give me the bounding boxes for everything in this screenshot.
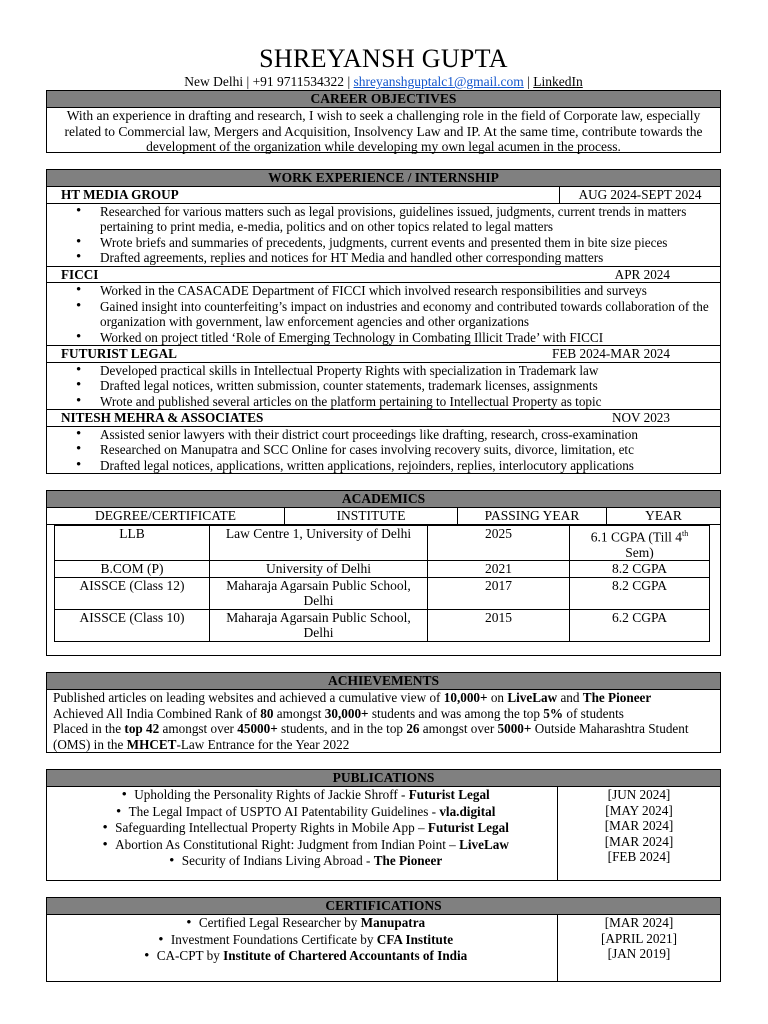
bullet-icon: • bbox=[186, 915, 192, 931]
separator: | bbox=[344, 74, 354, 89]
item-date: [MAR 2024] bbox=[604, 915, 674, 930]
table-cell: Law Centre 1, University of Delhi bbox=[210, 525, 428, 561]
list-item: • Upholding the Personality Rights of Jackie Shroff - Futurist Legal bbox=[47, 787, 557, 804]
role-header bbox=[47, 266, 720, 284]
section-header: PUBLICATIONS bbox=[47, 770, 720, 787]
bullet-item: • Worked in the CASACADE Department of FICCI which involved research responsibilities and surveys bbox=[100, 283, 720, 299]
col-header-degree: DEGREE/CERTIFICATE bbox=[47, 508, 285, 524]
separator: | bbox=[523, 74, 534, 89]
list-item: • The Legal Impact of USPTO AI Patentability Guidelines - vla.digital bbox=[47, 804, 557, 821]
resume-page bbox=[46, 0, 721, 982]
role-bullets bbox=[47, 427, 720, 474]
role-date: NOV 2023 bbox=[611, 410, 670, 425]
phone: +91 9711534322 bbox=[252, 74, 345, 89]
organization-name: FUTURIST LEGAL bbox=[61, 346, 177, 361]
bullet-item: • Worked on project titled ‘Role of Emerging Technology in Combating Illicit Trade’ with FICCI bbox=[100, 330, 720, 346]
certification-list bbox=[47, 915, 558, 981]
bullet-item: • Drafted legal notices, written submission, counter statements, trademark licenses, assignments bbox=[100, 378, 720, 394]
bullet-icon: • bbox=[144, 948, 150, 964]
table-cell: AISSCE (Class 10) bbox=[55, 609, 210, 641]
location: New Delhi bbox=[184, 74, 244, 89]
candidate-name: SHREYANSH GUPTA bbox=[259, 44, 508, 73]
table-cell: 2021 bbox=[428, 561, 570, 578]
table-cell: 2025 bbox=[428, 525, 570, 561]
table-cell: B.COM (P) bbox=[55, 561, 210, 578]
table-row bbox=[55, 561, 710, 578]
academics-section bbox=[46, 490, 721, 656]
publication-dates bbox=[558, 787, 720, 880]
career-objectives-section bbox=[46, 90, 721, 153]
bullet-item: • Drafted legal notices, applications, written applications, rejoinders, replies, interlocutory applications bbox=[100, 458, 720, 474]
bullet-icon: • bbox=[158, 931, 164, 948]
role-date: APR 2024 bbox=[614, 266, 670, 282]
role-header bbox=[47, 345, 720, 363]
table-row bbox=[55, 609, 710, 641]
table-cell: 8.2 CGPA bbox=[570, 561, 710, 578]
table-cell: AISSCE (Class 12) bbox=[55, 577, 210, 609]
bullet-item: • Wrote and published several articles on the platform pertaining to Intellectual Property as topic bbox=[100, 394, 720, 410]
organization-name: HT MEDIA GROUP bbox=[47, 187, 560, 203]
role-header bbox=[47, 187, 720, 204]
bullet-icon: • bbox=[102, 820, 108, 836]
bullet-item: • Wrote briefs and summaries of precedents, judgments, current events and presented them in bite size pieces bbox=[100, 235, 720, 251]
col-header-year: YEAR bbox=[645, 508, 682, 523]
bullet-icon: • bbox=[102, 836, 108, 853]
col-header-passing-year: PASSING YEAR bbox=[458, 508, 607, 524]
work-experience-section bbox=[46, 169, 721, 474]
certification-dates bbox=[558, 915, 720, 981]
role-header bbox=[47, 409, 720, 427]
list-item: • Investment Foundations Certificate by CFA Institute bbox=[47, 932, 557, 949]
publication-list bbox=[47, 787, 558, 880]
linkedin-link[interactable]: LinkedIn bbox=[533, 74, 583, 89]
table-cell: 6.2 CGPA bbox=[570, 609, 710, 641]
section-header: WORK EXPERIENCE / INTERNSHIP bbox=[47, 170, 720, 187]
list-item: • Security of Indians Living Abroad - The Pioneer bbox=[47, 853, 557, 870]
email-link[interactable]: shreyanshguptalc1@gmail.com bbox=[353, 74, 524, 89]
achievement-line: Published articles on leading websites and achieved a cumulative view of 10,000+ on LiveLaw and The Pioneer bbox=[53, 690, 652, 705]
organization-name: NITESH MEHRA & ASSOCIATES bbox=[61, 410, 264, 425]
list-item: • Certified Legal Researcher by Manupatra bbox=[47, 915, 557, 932]
role-date: AUG 2024-SEPT 2024 bbox=[578, 187, 702, 202]
table-cell: 6.1 CGPA (Till 4th Sem) bbox=[570, 525, 710, 561]
list-item: • CA-CPT by Institute of Chartered Accountants of India bbox=[47, 948, 557, 965]
contact-line bbox=[46, 74, 721, 90]
item-date: [JAN 2019] bbox=[607, 946, 671, 961]
bullet-item: • Researched on Manupatra and SCC Online for cases involving recovery suits, divorce, limitation, etc bbox=[100, 442, 720, 458]
publications-section bbox=[46, 769, 721, 881]
role-date: FEB 2024-MAR 2024 bbox=[552, 346, 670, 361]
achievement-line: Placed in the top 42 amongst over 45000+ students, and in the top 26 amongst over 5000+ Outside Maharashtra Student (OMS) in the MHCET-Law Entrance for the Year 2022 bbox=[53, 721, 689, 752]
item-date: [APRIL 2021] bbox=[600, 930, 678, 946]
table-cell: University of Delhi bbox=[210, 561, 428, 578]
item-date: [MAY 2024] bbox=[605, 802, 673, 818]
section-header: ACADEMICS bbox=[47, 491, 720, 508]
table-row bbox=[55, 525, 710, 561]
work-list bbox=[47, 187, 720, 473]
bullet-icon: • bbox=[169, 853, 175, 869]
bullet-icon: • bbox=[121, 787, 127, 803]
section-header: CAREER OBJECTIVES bbox=[47, 91, 720, 108]
achievement-line: Achieved All India Combined Rank of 80 amongst 30,000+ students and was among the top 5% of students bbox=[53, 705, 624, 721]
table-cell: Maharaja Agarsain Public School, Delhi bbox=[210, 609, 428, 641]
item-date: [FEB 2024] bbox=[607, 849, 671, 864]
academics-column-headers bbox=[47, 508, 720, 525]
role-bullets bbox=[47, 283, 720, 345]
item-date: [MAR 2024] bbox=[604, 833, 674, 849]
section-header: CERTIFICATIONS bbox=[47, 898, 720, 915]
bullet-icon: • bbox=[115, 803, 122, 820]
achievements-section bbox=[46, 672, 721, 753]
table-cell: 2017 bbox=[428, 577, 570, 609]
academics-table bbox=[54, 525, 710, 642]
bullet-item: • Developed practical skills in Intellectual Property Rights with specialization in Trademark law bbox=[100, 363, 720, 379]
list-item: • Safeguarding Intellectual Property Rights in Mobile App – Futurist Legal bbox=[47, 820, 557, 837]
col-header-institute: INSTITUTE bbox=[285, 508, 458, 524]
item-date: [JUN 2024] bbox=[607, 787, 671, 802]
bullet-item: • Drafted agreements, replies and notices for HT Media and handled other corresponding matters bbox=[100, 250, 720, 266]
organization-name: FICCI bbox=[61, 266, 99, 282]
item-date: [MAR 2024] bbox=[604, 818, 674, 833]
section-header: ACHIEVEMENTS bbox=[47, 673, 720, 690]
table-cell: 2015 bbox=[428, 609, 570, 641]
list-item: • Abortion As Constitutional Right: Judgment from Indian Point – LiveLaw bbox=[47, 837, 557, 854]
career-objective-text: With an experience in drafting and research, I wish to seek a challenging role in the field of Corporate law, especially related to Commercial law, Mergers and Acquisition, Insolvency Law and IP. At the same time, contribute towards the development of the organization while developing my own legal acumen in the process. bbox=[64, 108, 703, 154]
table-cell: Maharaja Agarsain Public School, Delhi bbox=[210, 577, 428, 609]
certifications-section bbox=[46, 897, 721, 982]
role-bullets bbox=[47, 204, 720, 266]
role-bullets bbox=[47, 363, 720, 410]
bullet-item: • Researched for various matters such as legal provisions, guidelines issued, judgments, current trends in matters pertaining to print media, e-media, politics and on other topics related to legal matters bbox=[100, 204, 720, 235]
table-cell: LLB bbox=[55, 525, 210, 561]
bullet-item: • Assisted senior lawyers with their district court proceedings like drafting, research, cross-examination bbox=[100, 427, 720, 443]
table-cell: 8.2 CGPA bbox=[570, 577, 710, 609]
bullet-item: • Gained insight into counterfeiting’s impact on industries and economy and contributed towards collaboration of the organization with government, law enforcement agencies and other organizations bbox=[100, 299, 720, 330]
separator: | bbox=[243, 74, 253, 89]
table-row bbox=[55, 577, 710, 609]
